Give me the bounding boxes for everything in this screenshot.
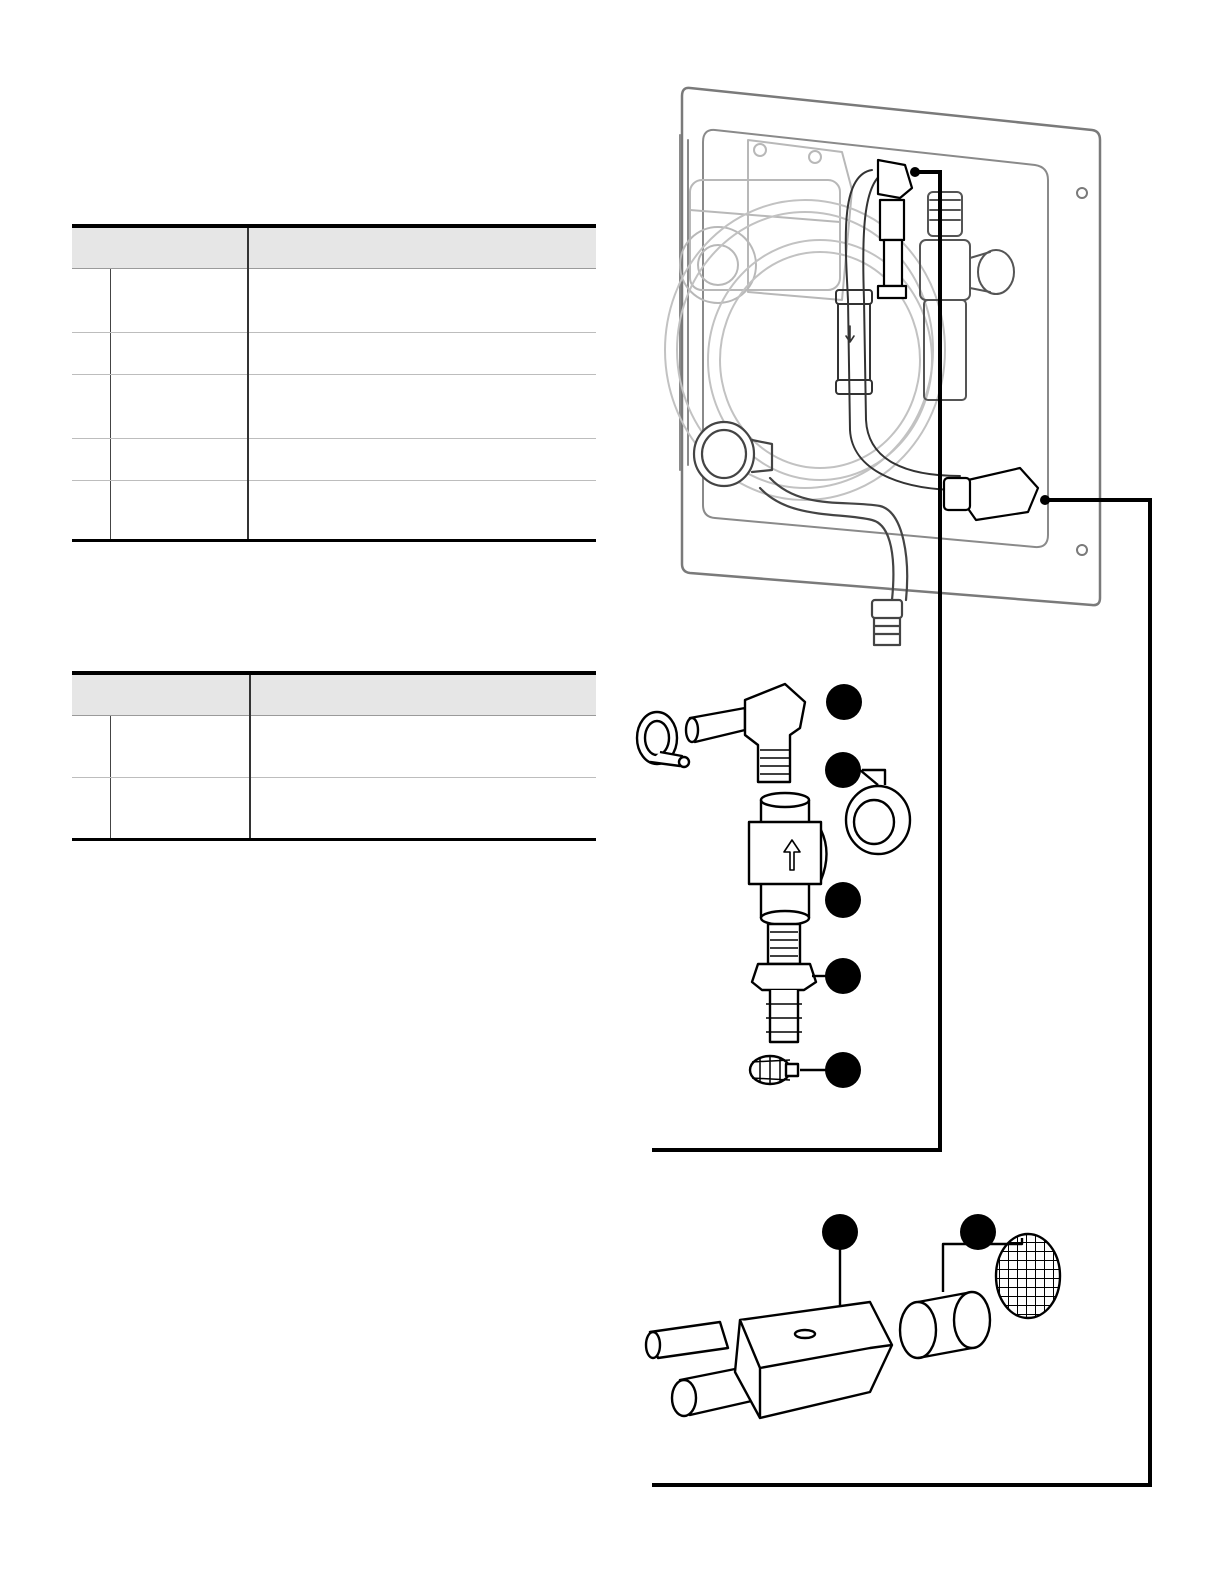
check-valve-tee — [749, 793, 827, 925]
callout-marker — [825, 752, 861, 788]
callout-marker — [960, 1214, 996, 1250]
exploded-lower-group — [646, 1214, 1060, 1418]
panel-assembly — [665, 88, 1100, 645]
hose-clamp-upper — [637, 712, 689, 767]
leader-dot — [910, 167, 920, 177]
barbed-adapter — [752, 924, 816, 1042]
exploded-upper-group — [637, 684, 910, 1088]
callout-marker — [822, 1214, 858, 1250]
callout-marker — [826, 684, 862, 720]
leader-dot — [1040, 495, 1050, 505]
elbow-fitting — [686, 684, 805, 782]
callout-marker — [825, 958, 861, 994]
callout-marker — [825, 1052, 861, 1088]
screen-sleeve — [900, 1292, 990, 1358]
mesh-disc — [996, 1234, 1060, 1318]
callout-marker — [825, 882, 861, 918]
hose-clamp-lower — [750, 1056, 798, 1084]
strainer-body — [646, 1302, 892, 1418]
